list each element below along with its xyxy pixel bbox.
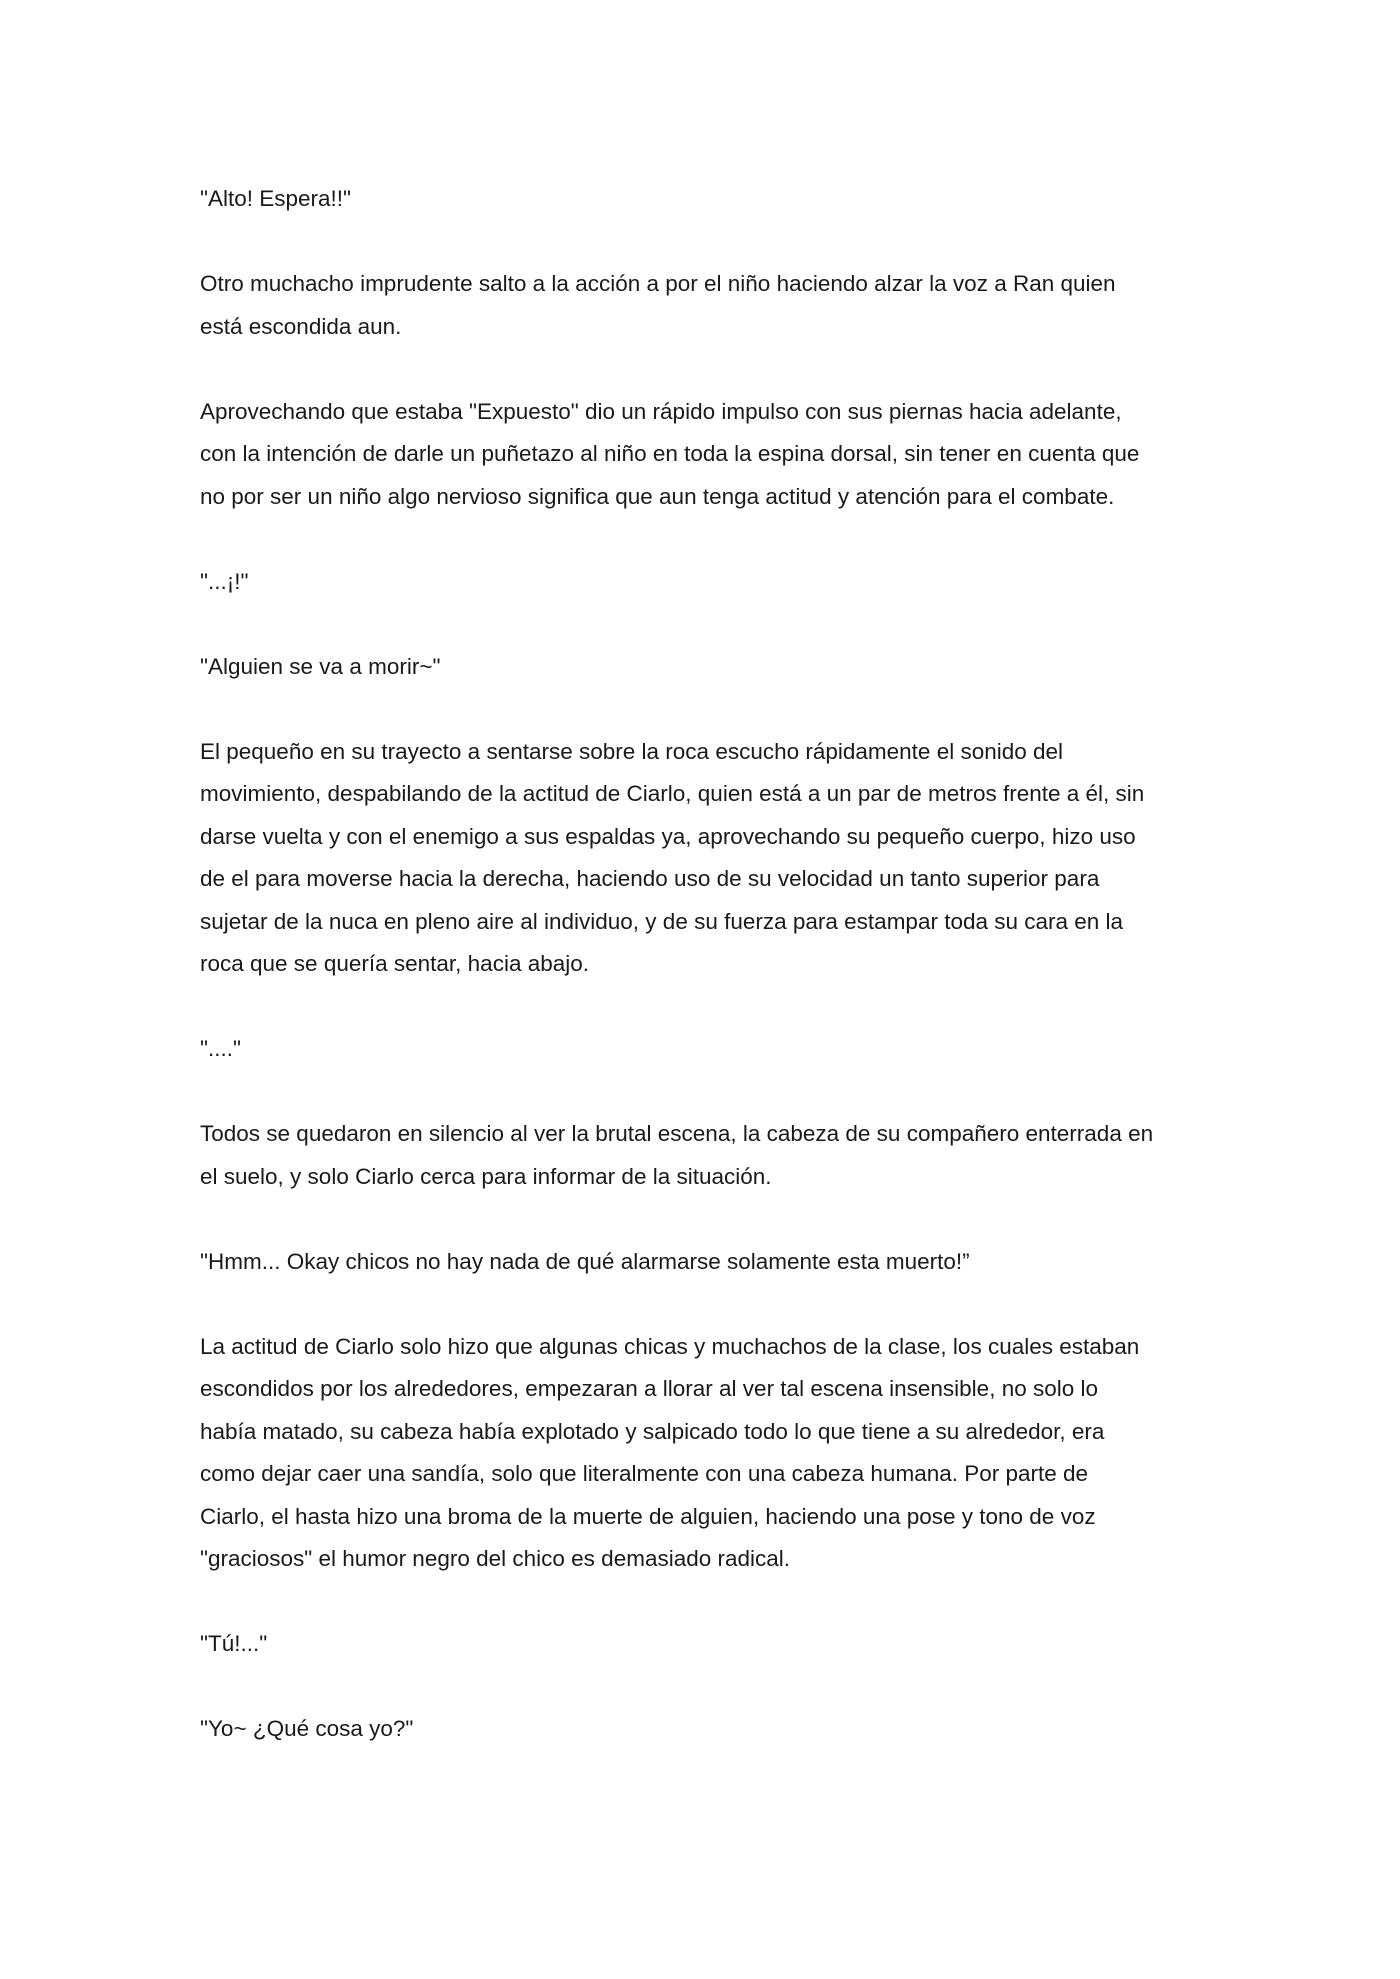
dialogue-line: "...¡!"	[200, 568, 249, 594]
narrative-paragraph: La actitud de Ciarlo solo hizo que algunas chicas y muchachos de la clase, los cuales estaban escondidos por los alrededores, empezaran a llorar al ver tal escena insensible, no solo lo había matado, su cabeza había explotado y salpicado todo lo que tiene a su alrededor, era como dejar caer una sandía, solo que literalmente con una cabeza humana. Por parte de Ciarlo, el hasta hizo una broma de la muerte de alguien, haciendo una pose y tono de voz "graciosos" el humor negro del chico es demasiado radical.	[200, 1333, 1140, 1571]
dialogue-line: "Alguien se va a morir~"	[200, 653, 441, 679]
dialogue-line: "...."	[200, 1036, 241, 1061]
dialogue-line: "Yo~ ¿Qué cosa yo?"	[200, 1716, 414, 1741]
dialogue-line: "Hmm... Okay chicos no hay nada de qué alarmarse solamente esta muerto!”	[200, 1248, 970, 1274]
narrative-paragraph: El pequeño en su trayecto a sentarse sobre la roca escucho rápidamente el sonido del movimiento, despabilando de la actitud de Ciarlo, quien está a un par de metros frente a él, sin darse vuelta y con el enemigo a sus espaldas ya, aprovechando su pequeño cuerpo, hizo uso de el para moverse hacia la derecha, haciendo uso de su velocidad un tanto superior para sujetar de la nuca en pleno aire al individuo, y de su fuerza para estampar toda su cara en la roca que se quería sentar, hacia abajo.	[200, 738, 1145, 976]
narrative-paragraph: Todos se quedaron en silencio al ver la brutal escena, la cabeza de su compañero enterrada en el suelo, y solo Ciarlo cerca para informar de la situación.	[200, 1121, 1154, 1189]
dialogue-line: "Tú!..."	[200, 1631, 268, 1656]
dialogue-line: "Alto! Espera!!"	[200, 186, 352, 211]
document-body	[200, 178, 1210, 1751]
narrative-paragraph: Aprovechando que estaba "Expuesto" dio un rápido impulso con sus piernas hacia adelante, con la intención de darle un puñetazo al niño en toda la espina dorsal, sin tener en cuenta que no por ser un niño algo nervioso significa que aun tenga actitud y atención para el combate.	[200, 398, 1140, 509]
narrative-paragraph: Otro muchacho imprudente salto a la acción a por el niño haciendo alzar la voz a Ran quien está escondida aun.	[200, 271, 1116, 339]
